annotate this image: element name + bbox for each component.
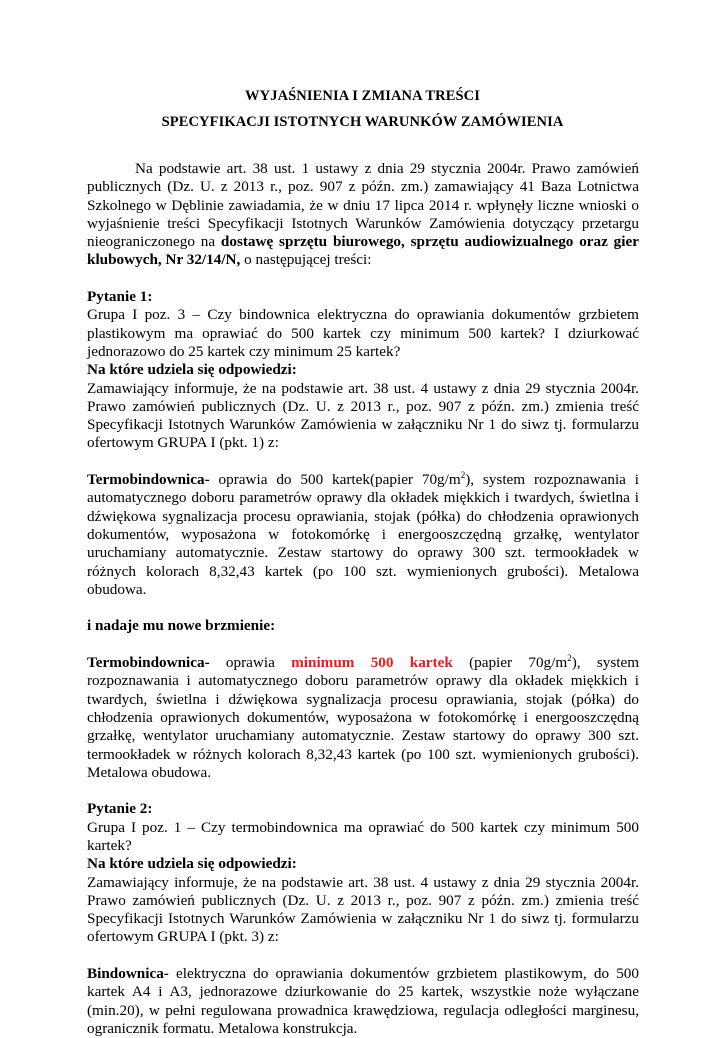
old-spec-2-term: Bindownica-	[87, 965, 169, 983]
old-spec-paragraph-1	[87, 471, 639, 599]
answer-1-heading: Na które udziela się odpowiedzi:	[87, 361, 297, 379]
question-1-heading: Pytanie 1:	[87, 288, 153, 306]
new-spec-paragraph-1	[87, 654, 639, 782]
old-spec-sup: 2	[460, 469, 466, 480]
document-title-line-2: SPECYFIKACJI ISTOTNYCH WARUNKÓW ZAMÓWIENIA	[161, 114, 564, 130]
new-spec-term: Termobindownica-	[87, 654, 210, 672]
old-spec-term: Termobindownica-	[87, 471, 210, 489]
question-2-heading: Pytanie 2:	[87, 800, 153, 818]
intro-paragraph	[87, 160, 639, 270]
old-spec-paragraph-2	[87, 965, 639, 1038]
new-spec-text-a: (papier 70g/m	[452, 654, 568, 672]
new-spec-sup: 2	[567, 652, 572, 663]
old-spec-text-b: ), system rozpoznawania i automatycznego doboru parametrów oprawy dla okładek miękkich i twardych, świetlna i dźwiękowa sygnalizacja procesu oprawiania, stojak (półka) do chłodzenia oprawionych dokumentów, wyposażona w fotokomórkę i energooszczędną grzałkę, wentylator uruchamiany automatycznie. Zestaw startowy do oprawy 300 szt. termookładek w różnych kolorach 8,32,43 kartek (po 100 szt. wymienionych grubości). Metalowa obudowa.	[87, 471, 639, 598]
document-body	[87, 160, 639, 1038]
answer-2-text: Zamawiający informuje, że na podstawie art. 38 ust. 4 ustawy z dnia 29 stycznia 2004r. Prawo zamówień publicznych (Dz. U. z 2013 r., poz. 907 z późn. zm.) zmienia treść Specyfikacji Istotnych Warunków Zamówienia w załączniku Nr 1 do siwz tj. formularzu ofertowym GRUPA I (pkt. 3) z:	[87, 873, 639, 946]
question-1-text: Grupa I poz. 3 – Czy bindownica elektryczna do oprawiania dokumentów grzbietem plastikowym ma oprawiać do 500 kartek czy minimum 500 kartek? I dziurkować jednorazowo do 25 kartek czy minimum 25 kartek?	[87, 306, 639, 360]
old-spec-2-text: elektryczna do oprawiania dokumentów grzbietem plastikowym, do 500 kartek A4 i A3, jednorazowe dziurkowanie do 25 kartek, wszystkie noże wyłączane (min.20), w pełni regulowana prowadnica krawędziowa, regulacja odległości marginesu, ogranicznik formatu. Metalowa konstrukcja.	[87, 965, 639, 1037]
new-spec-text-b: ), system rozpoznawania i automatycznego doboru parametrów oprawy dla okładek miękkich i twardych, świetlna i dźwiękowa sygnalizacja procesu oprawiania, stojak (półka) do chłodzenia oprawionych dokumentów, wyposażona w fotokomórkę i energooszczędną grzałkę, wentylator uruchamiany automatycznie. Zestaw startowy do oprawy 300 szt. termookładek w różnych kolorach 8,32,43 kartek (po 100 szt. wymienionych grubości). Metalowa obudowa.	[87, 654, 640, 781]
intro-text-end: o następującej treści:	[240, 251, 372, 269]
tender-subject: dostawę sprzętu biurowego, sprzętu audiowizualnego oraz gier klubowych, Nr 32/14/N,	[87, 233, 639, 269]
new-spec-highlight: minimum 500 kartek	[291, 654, 453, 672]
question-2-text: Grupa I poz. 1 – Czy termobindownica ma oprawiać do 500 kartek czy minimum 500 kartek?	[87, 818, 639, 854]
document-title-line-1: WYJAŚNIENIA I ZMIANA TREŚCI	[245, 88, 480, 104]
answer-1-text: Zamawiający informuje, że na podstawie art. 38 ust. 4 ustawy z dnia 29 stycznia 2004r. Prawo zamówień publicznych (Dz. U. z 2013 r., poz. 907 z późn. zm.) zmienia treść Specyfikacji Istotnych Warunków Zamówienia w załączniku Nr 1 do siwz tj. formularzu ofertowym GRUPA I (pkt. 1) z:	[87, 379, 639, 452]
new-spec-text-pre: oprawia	[209, 654, 292, 672]
intro-text: Na podstawie art. 38 ust. 1 ustawy z dnia 29 stycznia 2004r. Prawo zamówień publicznych (Dz. U. z 2013 r., poz. 907 z późn. zm.) zamawiający 41 Baza Lotnictwa Szkolnego w Dęblinie zawiadamia, że w dniu 17 lipca 2014 r. wpłynęły liczne wnioski o wyjaśnienie treści Specyfikacji Istotnych Warunków Zamówienia dotyczący przetargu nieograniczonego na	[87, 160, 639, 251]
new-wording-heading: i nadaje mu nowe brzmienie:	[87, 617, 276, 635]
answer-2-heading: Na które udziela się odpowiedzi:	[87, 855, 297, 873]
old-spec-text-a: oprawia do 500 kartek(papier 70g/m	[209, 471, 461, 489]
